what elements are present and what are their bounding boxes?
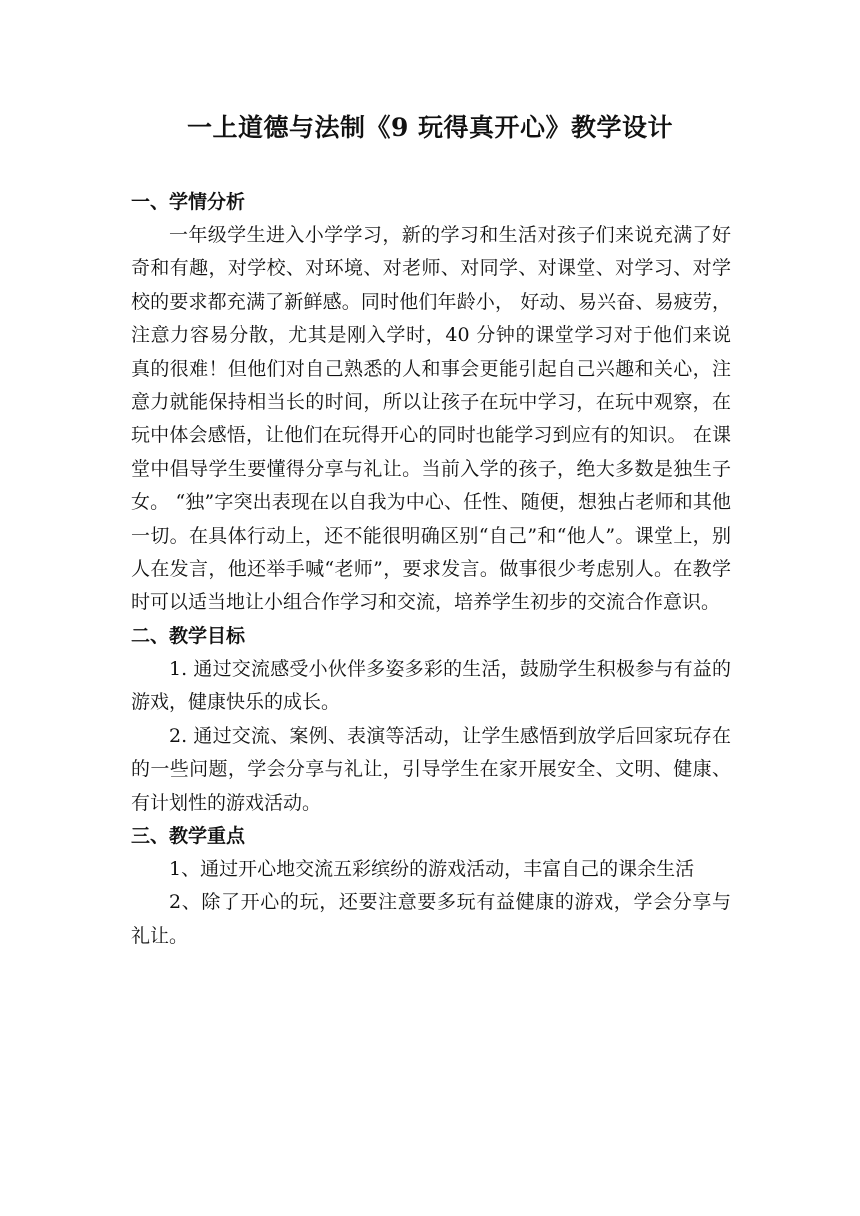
section-teaching-focus <box>131 820 731 953</box>
paragraph: 1. 通过交流感受小伙伴多姿多彩的生活，鼓励学生积极参与有益的游戏，健康快乐的成长。 <box>131 657 731 714</box>
document-body <box>131 186 731 953</box>
paragraph: 2. 通过交流、案例、表演等活动，让学生感悟到放学后回家玩存在的一些问题，学会分享与礼让，引导学生在家开展安全、文明、健康、有计划性的游戏活动。 <box>131 724 731 814</box>
section-teaching-objectives <box>131 620 731 820</box>
document-title: 一上道德与法制《9 玩得真开心》教学设计 <box>186 113 674 142</box>
section-heading: 三、教学重点 <box>131 824 246 847</box>
section-learner-analysis <box>131 186 731 620</box>
section-heading: 二、教学目标 <box>131 624 246 647</box>
paragraph: 2、除了开心的玩，还要注意要多玩有益健康的游戏，学会分享与礼让。 <box>131 891 731 947</box>
paragraph: 1、通过开心地交流五彩缤纷的游戏活动，丰富自己的课余生活 <box>169 857 695 880</box>
section-heading: 一、学情分析 <box>131 191 246 213</box>
paragraph: 一年级学生进入小学学习，新的学习和生活对孩子们来说充满了好奇和有趣，对学校、对环境、对老师、对同学、对课堂、对学习、对学校的要求都充满了新鲜感。同时他们年龄小， 好动、易兴奋、易疲劳，注意力容易分散，尤其是刚入学时，40 分钟的课堂学习对于他们来说真的很难！但他们对自己熟悉的人和事会更能引起自己兴趣和关心，注意力就能保持相当长的时间，所以让孩子在玩中学习，在玩中观察，在玩中体会感悟，让他们在玩得开心的同时也能学习到应有的知识。 在课堂中倡导学生要懂得分享与礼让。当前入学的孩子，绝大多数是独生子女。 “独”字突出表现在以自我为中心、任性、随便，想独占老师和其他一切。在具体行动上，还不能很明确区别“自己”和“他人”。课堂上，别人在发言，他还举手喊“老师”，要求发言。做事很少考虑别人。在教学时可以适当地让小组合作学习和交流，培养学生初步的交流合作意识。 <box>131 224 731 614</box>
